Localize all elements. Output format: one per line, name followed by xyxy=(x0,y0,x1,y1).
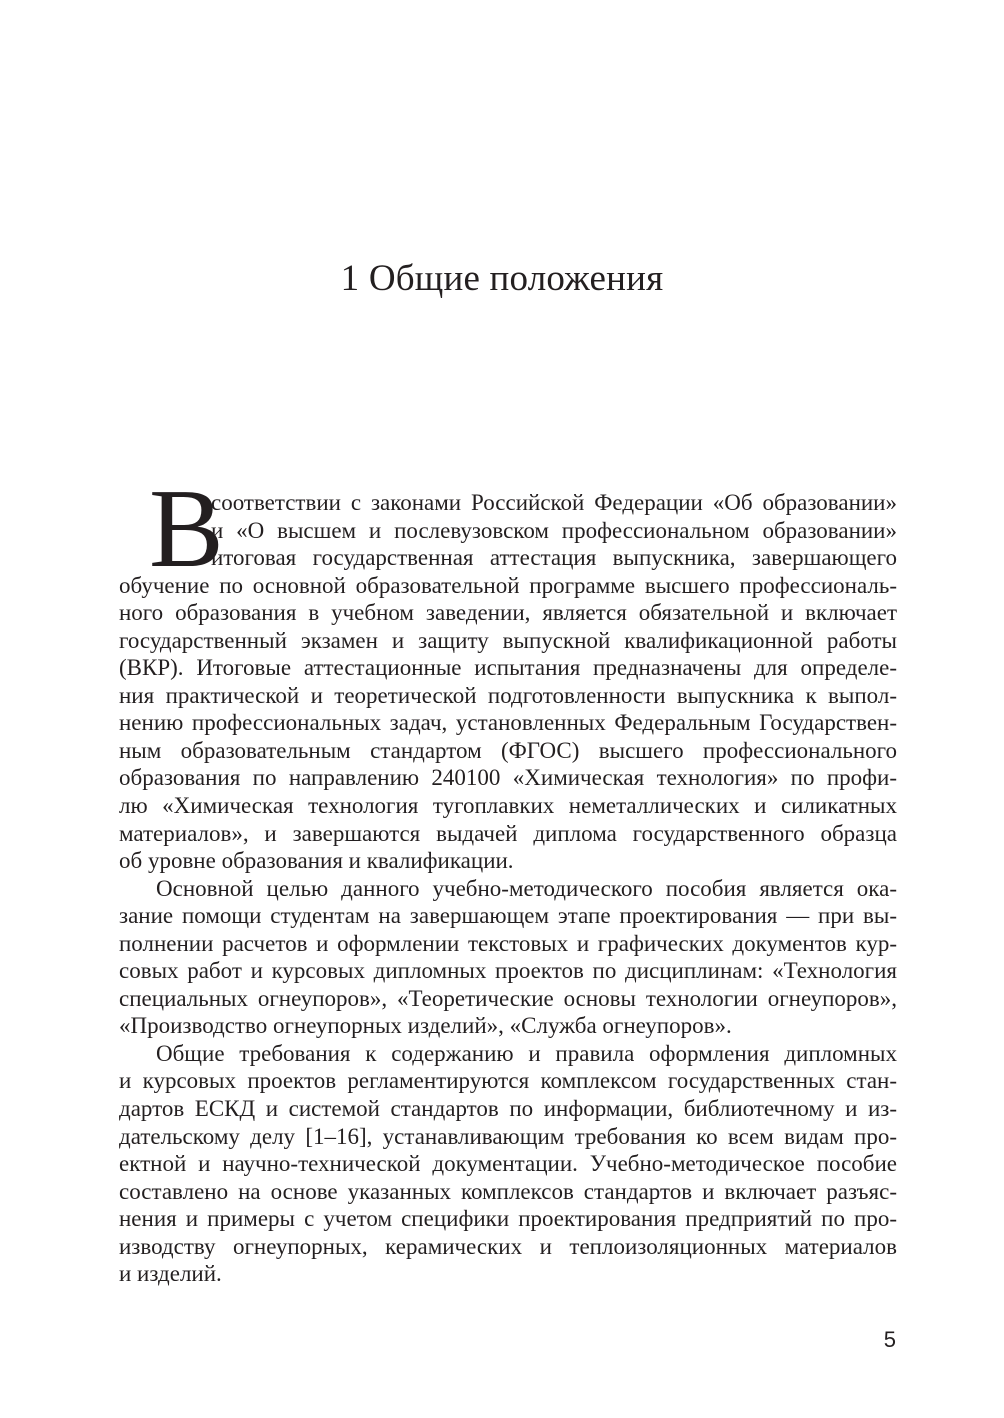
text-line: ного образования в учебном заведении, является обязательной и включает xyxy=(119,600,897,626)
text-line: нению профессиональных задач, установленных Федеральным Государствен- xyxy=(119,710,897,736)
page-number: 5 xyxy=(883,1327,896,1352)
text-line: государственный экзамен и защиту выпускной квалификационной работы xyxy=(119,627,897,653)
text-line: обучение по основной образовательной программе высшего профессиональ- xyxy=(119,572,897,598)
text-line: и изделий. xyxy=(119,1261,222,1287)
text-line: итоговая государственная аттестация выпускника, завершающего xyxy=(211,545,897,571)
text-line: ектной и научно-технической документации. Учебно-методическое пособие xyxy=(119,1151,897,1177)
text-line: совых работ и курсовых дипломных проектов по дисциплинам: «Технология xyxy=(119,958,897,984)
text-line: соответствии с законами Российской Федерации «Об образовании» xyxy=(211,490,897,515)
paragraph-2 xyxy=(119,875,897,1040)
text-line: Основной целью данного учебно-методического пособия является ока- xyxy=(156,875,897,901)
paragraph-1 xyxy=(119,489,897,875)
text-line: дартов ЕСКД и системой стандартов по информации, библиотечному и из- xyxy=(119,1096,897,1122)
text-line: лю «Химическая технология тугоплавких неметаллических и силикатных xyxy=(119,793,897,819)
body-text xyxy=(119,489,897,1288)
text-line: и «О высшем и послевузовском профессиональном образовании» xyxy=(211,517,897,543)
text-line: ния практической и теоретической подготовленности выпускника к выпол- xyxy=(119,682,897,708)
text-line: и курсовых проектов регламентируются комплексом государственных стан- xyxy=(119,1068,897,1094)
text-line: Общие требования к содержанию и правила оформления дипломных xyxy=(156,1040,897,1066)
text-line: специальных огнеупоров», «Теоретические основы технологии огнеупоров», xyxy=(119,985,897,1011)
text-line: изводству огнеупорных, керамических и теплоизоляционных материалов xyxy=(119,1233,897,1259)
paragraph-3 xyxy=(119,1040,897,1288)
text-line: образования по направлению 240100 «Химическая технология» по профи- xyxy=(119,765,897,791)
text-line: дательскому делу [1–16], устанавливающим требования ко всем видам про- xyxy=(119,1123,897,1149)
text-line: зание помощи студентам на завершающем этапе проектирования — при вы- xyxy=(119,903,897,929)
text-line: «Производство огнеупорных изделий», «Служба огнеупоров». xyxy=(119,1013,732,1039)
text-line: об уровне образования и квалификации. xyxy=(119,848,514,874)
text-line: составлено на основе указанных комплексов стандартов и включает разъяс- xyxy=(119,1178,897,1204)
text-line: (ВКР). Итоговые аттестационные испытания предназначены для определе- xyxy=(119,655,897,681)
drop-cap: В xyxy=(149,467,224,591)
text-line: ным образовательным стандартом (ФГОС) высшего профессионального xyxy=(119,737,897,763)
chapter-title: 1 Общие положения xyxy=(340,258,664,299)
text-line: полнении расчетов и оформлении текстовых и графических документов кур- xyxy=(119,930,897,956)
text-line: нения и примеры с учетом специфики проектирования предприятий по про- xyxy=(119,1206,897,1232)
text-line: материалов», и завершаются выдачей диплома государственного образца xyxy=(119,820,897,846)
